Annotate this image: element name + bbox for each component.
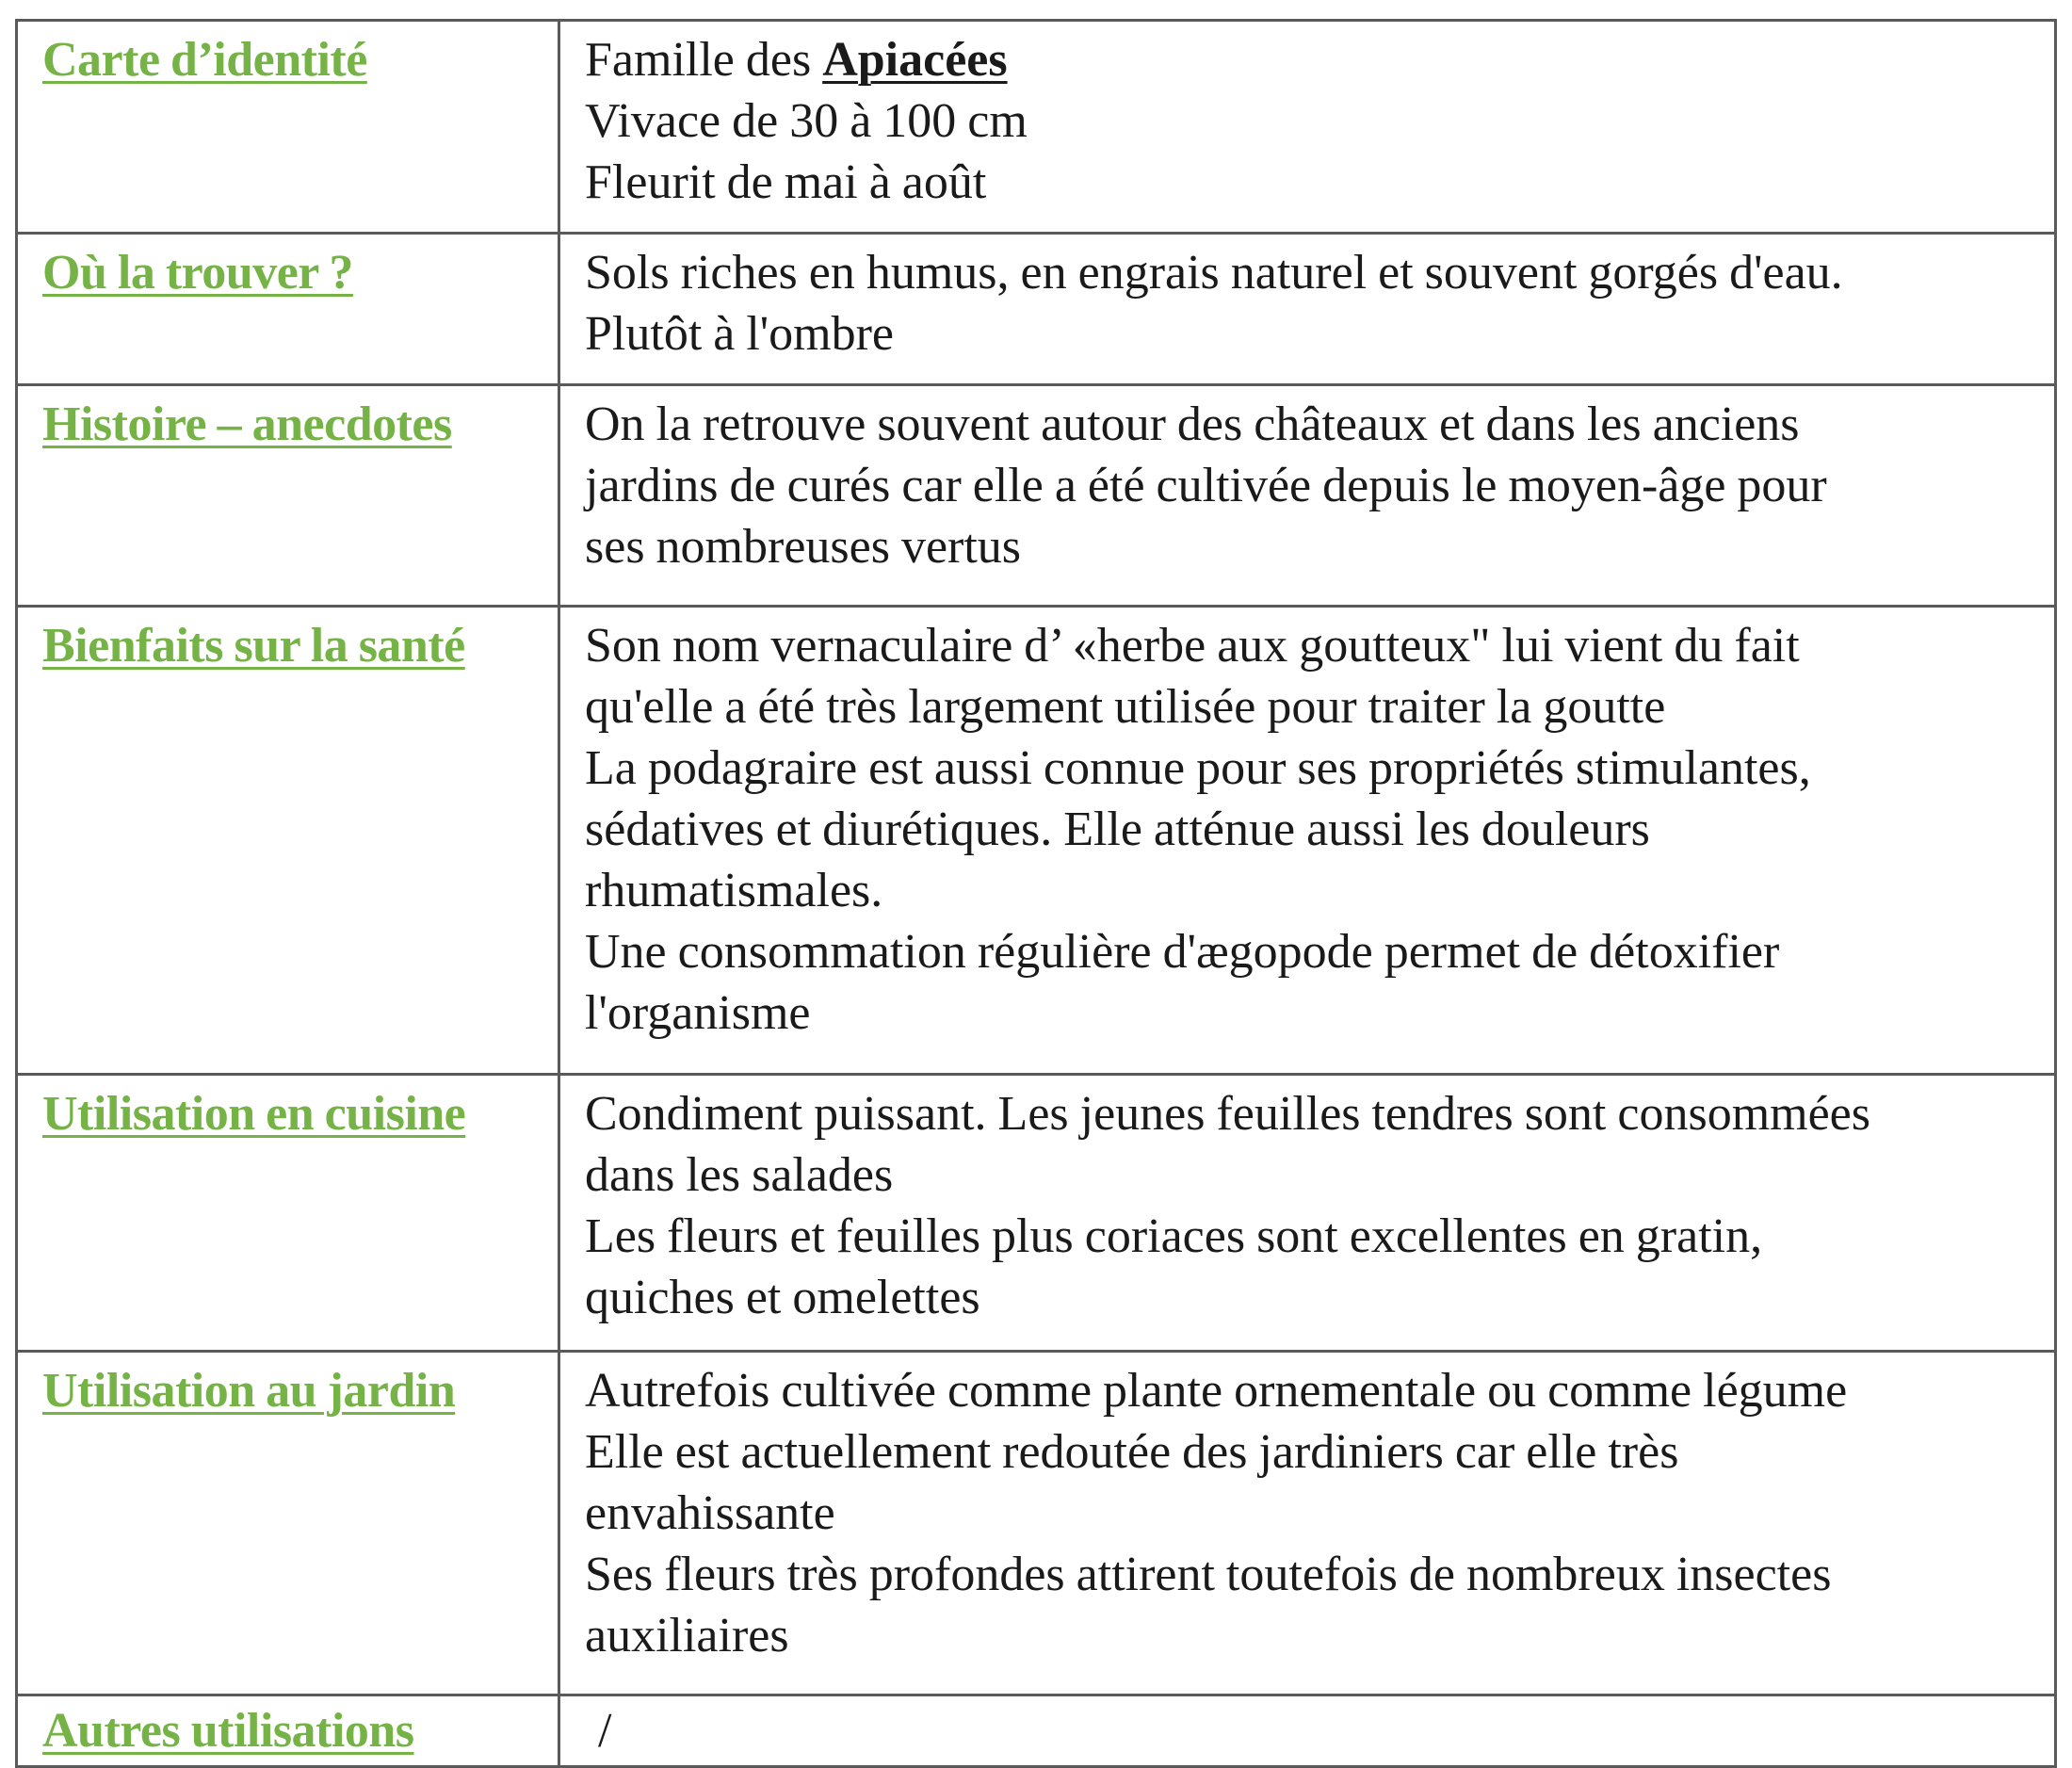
- content-line: dans les salades: [585, 1148, 894, 1202]
- content-line: La podagraire est aussi connue pour ses propriétés stimulantes,: [585, 741, 1811, 795]
- content-cell: [559, 1695, 2056, 1767]
- row-utilisation-jardin: [17, 1352, 2056, 1695]
- row-label-utilisation-cuisine: Utilisation en cuisine: [42, 1087, 466, 1141]
- plant-info-table: [15, 19, 2057, 1768]
- row-autres-utilisations: [17, 1695, 2056, 1767]
- label-cell: [17, 1695, 559, 1767]
- content-line: Elle est actuellement redoutée des jardiniers car elle très: [585, 1425, 1679, 1479]
- content-cell: [559, 21, 2056, 234]
- content-cell: [559, 385, 2056, 607]
- row-label-bienfaits-sante: Bienfaits sur la santé: [42, 619, 465, 673]
- row-label-histoire-anecdotes: Histoire – anecdotes: [42, 397, 452, 451]
- family-line: [585, 29, 2030, 90]
- label-cell: [17, 1352, 559, 1695]
- row-label-ou-la-trouver: Où la trouver ?: [42, 246, 353, 300]
- content-line: sédatives et diurétiques. Elle atténue aussi les douleurs: [585, 803, 1650, 856]
- label-cell: [17, 21, 559, 234]
- content-line: envahissante: [585, 1486, 835, 1540]
- content-cell: [559, 1075, 2056, 1352]
- row-bienfaits-sante: [17, 607, 2056, 1075]
- content-line: Son nom vernaculaire d’ «herbe aux goutteux" lui vient du fait: [585, 619, 1800, 673]
- content-cell: [559, 234, 2056, 385]
- content-line: Autrefois cultivée comme plante ornementale ou comme légume: [585, 1364, 1848, 1418]
- label-cell: [17, 607, 559, 1075]
- label-cell: [17, 1075, 559, 1352]
- label-cell: [17, 234, 559, 385]
- row-label-utilisation-jardin: Utilisation au jardin: [42, 1364, 456, 1418]
- content-line: l'organisme: [585, 986, 811, 1040]
- empty-value: /: [598, 1704, 612, 1758]
- content-line: auxiliaires: [585, 1609, 789, 1663]
- content-line: quiches et omelettes: [585, 1271, 980, 1324]
- content-line: Plutôt à l'ombre: [585, 307, 895, 361]
- content-line: Condiment puissant. Les jeunes feuilles tendres sont consommées: [585, 1087, 1870, 1141]
- content-line: Une consommation régulière d'ægopode permet de détoxifier: [585, 925, 1780, 979]
- row-label-carte-identite: Carte d’identité: [42, 33, 367, 87]
- content-line: ses nombreuses vertus: [585, 520, 1022, 574]
- content-line: Fleurit de mai à août: [585, 155, 987, 209]
- content-line: qu'elle a été très largement utilisée pour traiter la goutte: [585, 680, 1666, 734]
- content-cell: [559, 1352, 2056, 1695]
- label-cell: [17, 385, 559, 607]
- content-line: rhumatismales.: [585, 864, 883, 917]
- row-label-autres-utilisations: Autres utilisations: [42, 1704, 414, 1758]
- content-line: Ses fleurs très profondes attirent toutefois de nombreux insectes: [585, 1548, 1832, 1601]
- content-line: On la retrouve souvent autour des châteaux et dans les anciens: [585, 397, 1800, 451]
- row-histoire-anecdotes: [17, 385, 2056, 607]
- content-line: Les fleurs et feuilles plus coriaces sont excellentes en gratin,: [585, 1209, 1763, 1263]
- row-carte-identite: [17, 21, 2056, 234]
- family-name: Apiacées: [822, 33, 1008, 87]
- row-ou-la-trouver: [17, 234, 2056, 385]
- row-utilisation-cuisine: [17, 1075, 2056, 1352]
- content-cell: [559, 607, 2056, 1075]
- content-line: jardins de curés car elle a été cultivée depuis le moyen-âge pour: [585, 459, 1827, 512]
- family-prefix: Famille des: [585, 33, 823, 87]
- content-line: Vivace de 30 à 100 cm: [585, 94, 1028, 148]
- content-line: Sols riches en humus, en engrais naturel et souvent gorgés d'eau.: [585, 246, 1843, 300]
